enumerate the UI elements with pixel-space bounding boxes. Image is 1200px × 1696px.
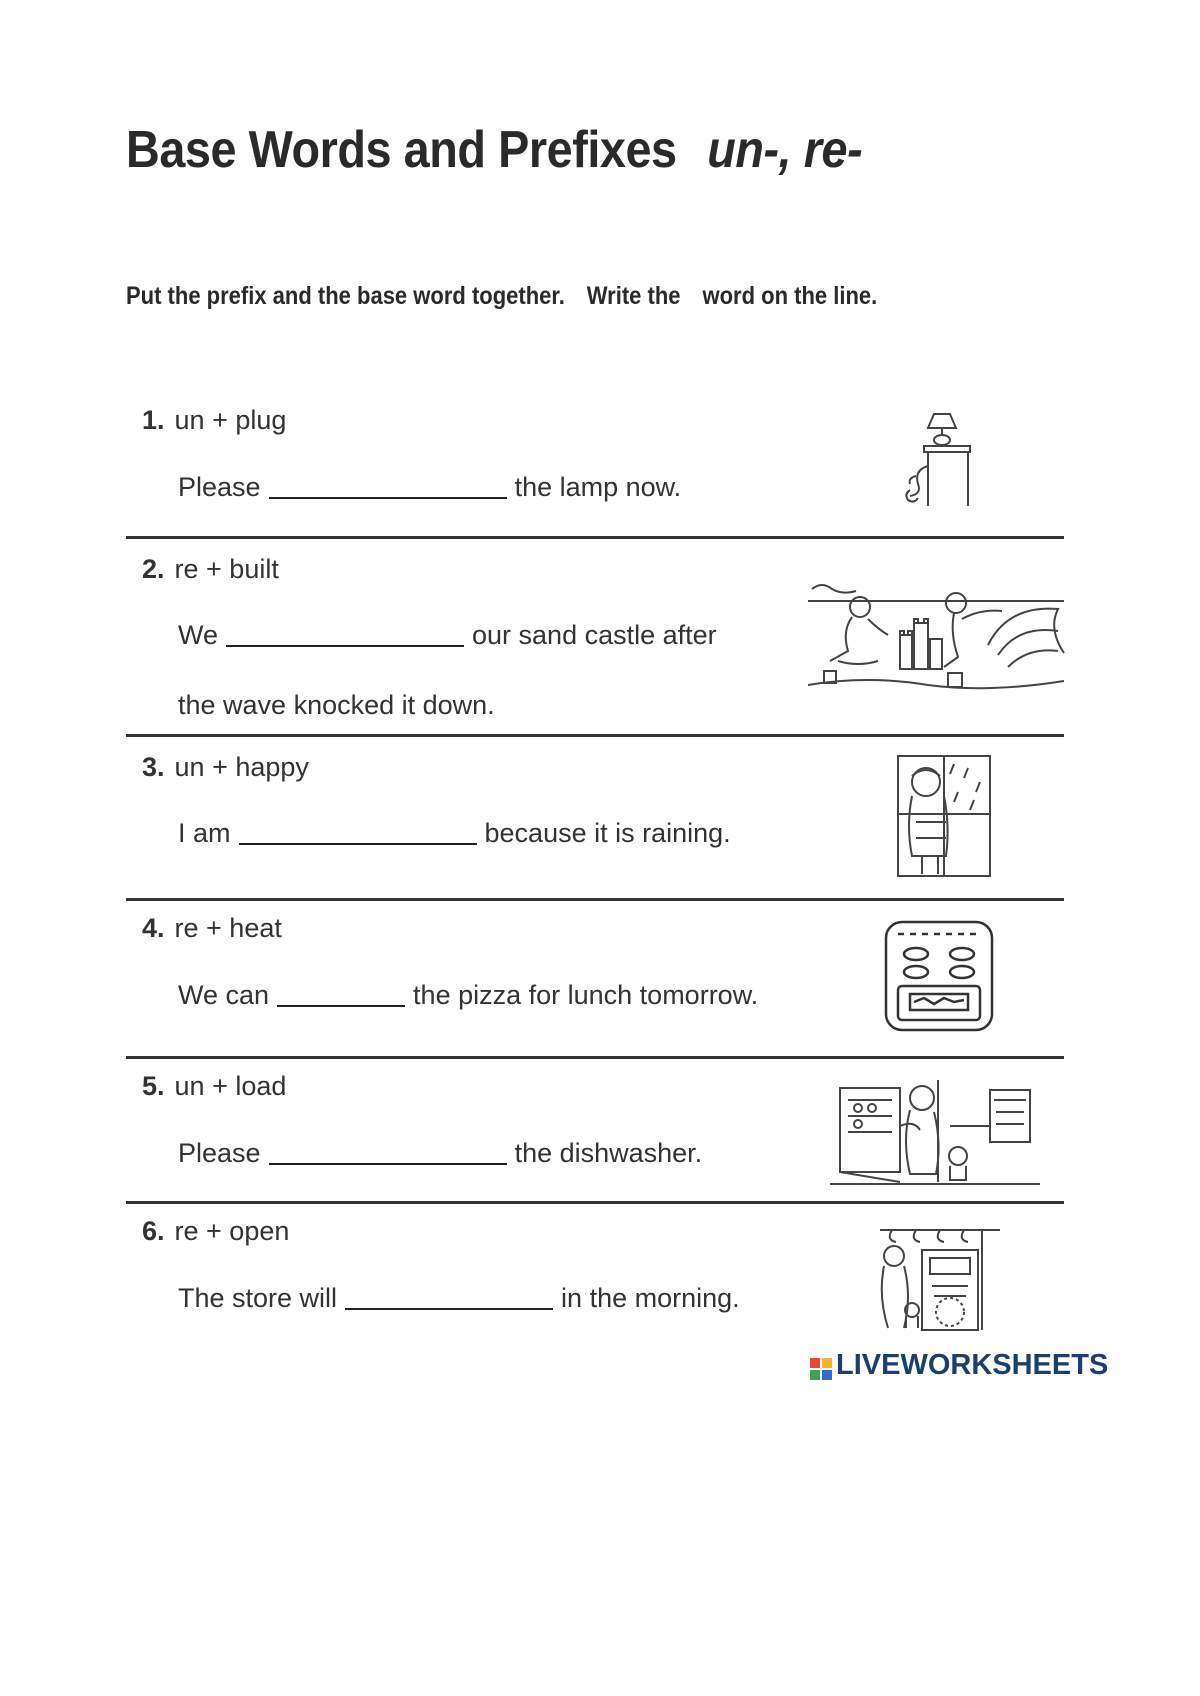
divider	[126, 1056, 1064, 1059]
instructions-part2: Write the	[586, 282, 681, 310]
sentence-after: because it is raining.	[484, 818, 731, 848]
divider	[126, 898, 1064, 901]
sentence-before: Please	[178, 472, 261, 502]
item-prompt-text: re + built	[174, 554, 279, 584]
item-sentence	[178, 620, 717, 651]
item-prompt	[142, 913, 282, 944]
answer-blank[interactable]	[239, 821, 477, 845]
item-number: 2.	[142, 554, 165, 584]
divider	[126, 734, 1064, 737]
item-number: 3.	[142, 752, 165, 782]
sentence-before: Please	[178, 1138, 261, 1168]
sentence-after: the dishwasher.	[514, 1138, 703, 1168]
item-sentence	[178, 472, 681, 503]
item-prompt-text: re + open	[174, 1216, 290, 1246]
answer-blank[interactable]	[277, 983, 405, 1007]
sentence-after: in the morning.	[561, 1283, 740, 1313]
sentence-after: the pizza for lunch tomorrow.	[413, 980, 759, 1010]
title-prefixes: un-, re-	[707, 121, 863, 179]
item-prompt-text: un + load	[174, 1071, 287, 1101]
brand-logo	[810, 1349, 1108, 1382]
brand-text: LIVEWORKSHEETS	[836, 1349, 1109, 1381]
instructions-part1: Put the prefix and the base word together.	[126, 282, 565, 310]
item-sentence	[178, 818, 731, 849]
sentence-before: The store will	[178, 1283, 338, 1313]
item-number: 4.	[142, 913, 165, 943]
divider	[126, 536, 1064, 539]
item-prompt	[142, 554, 279, 585]
instructions-part3: word on the line.	[702, 282, 878, 310]
divider	[126, 1201, 1064, 1204]
sentence-before: We can	[178, 980, 270, 1010]
stove-icon	[880, 916, 998, 1036]
item-prompt	[142, 1071, 286, 1102]
item-number: 6.	[142, 1216, 165, 1246]
answer-blank[interactable]	[269, 1141, 507, 1165]
item-number: 1.	[142, 405, 165, 435]
sentence-continuation: the wave knocked it down.	[178, 690, 495, 720]
item-prompt	[142, 1216, 289, 1247]
dishwasher-icon	[830, 1076, 1040, 1186]
answer-blank[interactable]	[226, 623, 464, 647]
item-sentence	[178, 980, 758, 1011]
item-prompt-text: un + plug	[174, 405, 287, 435]
sand-castle-icon	[808, 575, 1068, 695]
lamp-icon	[896, 406, 986, 516]
item-prompt	[142, 405, 286, 436]
rainy-window-icon	[882, 752, 1002, 882]
sentence-before: We	[178, 620, 219, 650]
store-icon	[872, 1216, 1002, 1336]
answer-blank[interactable]	[269, 475, 507, 499]
item-sentence	[178, 1138, 702, 1169]
item-number: 5.	[142, 1071, 165, 1101]
item-prompt-text: un + happy	[174, 752, 309, 782]
title-main: Base Words and Prefixes	[126, 121, 677, 179]
sentence-after: our sand castle after	[472, 620, 717, 650]
item-prompt	[142, 752, 309, 783]
liveworksheets-logo-icon	[810, 1355, 832, 1377]
sentence-before: I am	[178, 818, 231, 848]
sentence-after: the lamp now.	[514, 472, 682, 502]
answer-blank[interactable]	[345, 1286, 553, 1310]
item-sentence	[178, 1283, 740, 1314]
item-prompt-text: re + heat	[174, 913, 282, 943]
